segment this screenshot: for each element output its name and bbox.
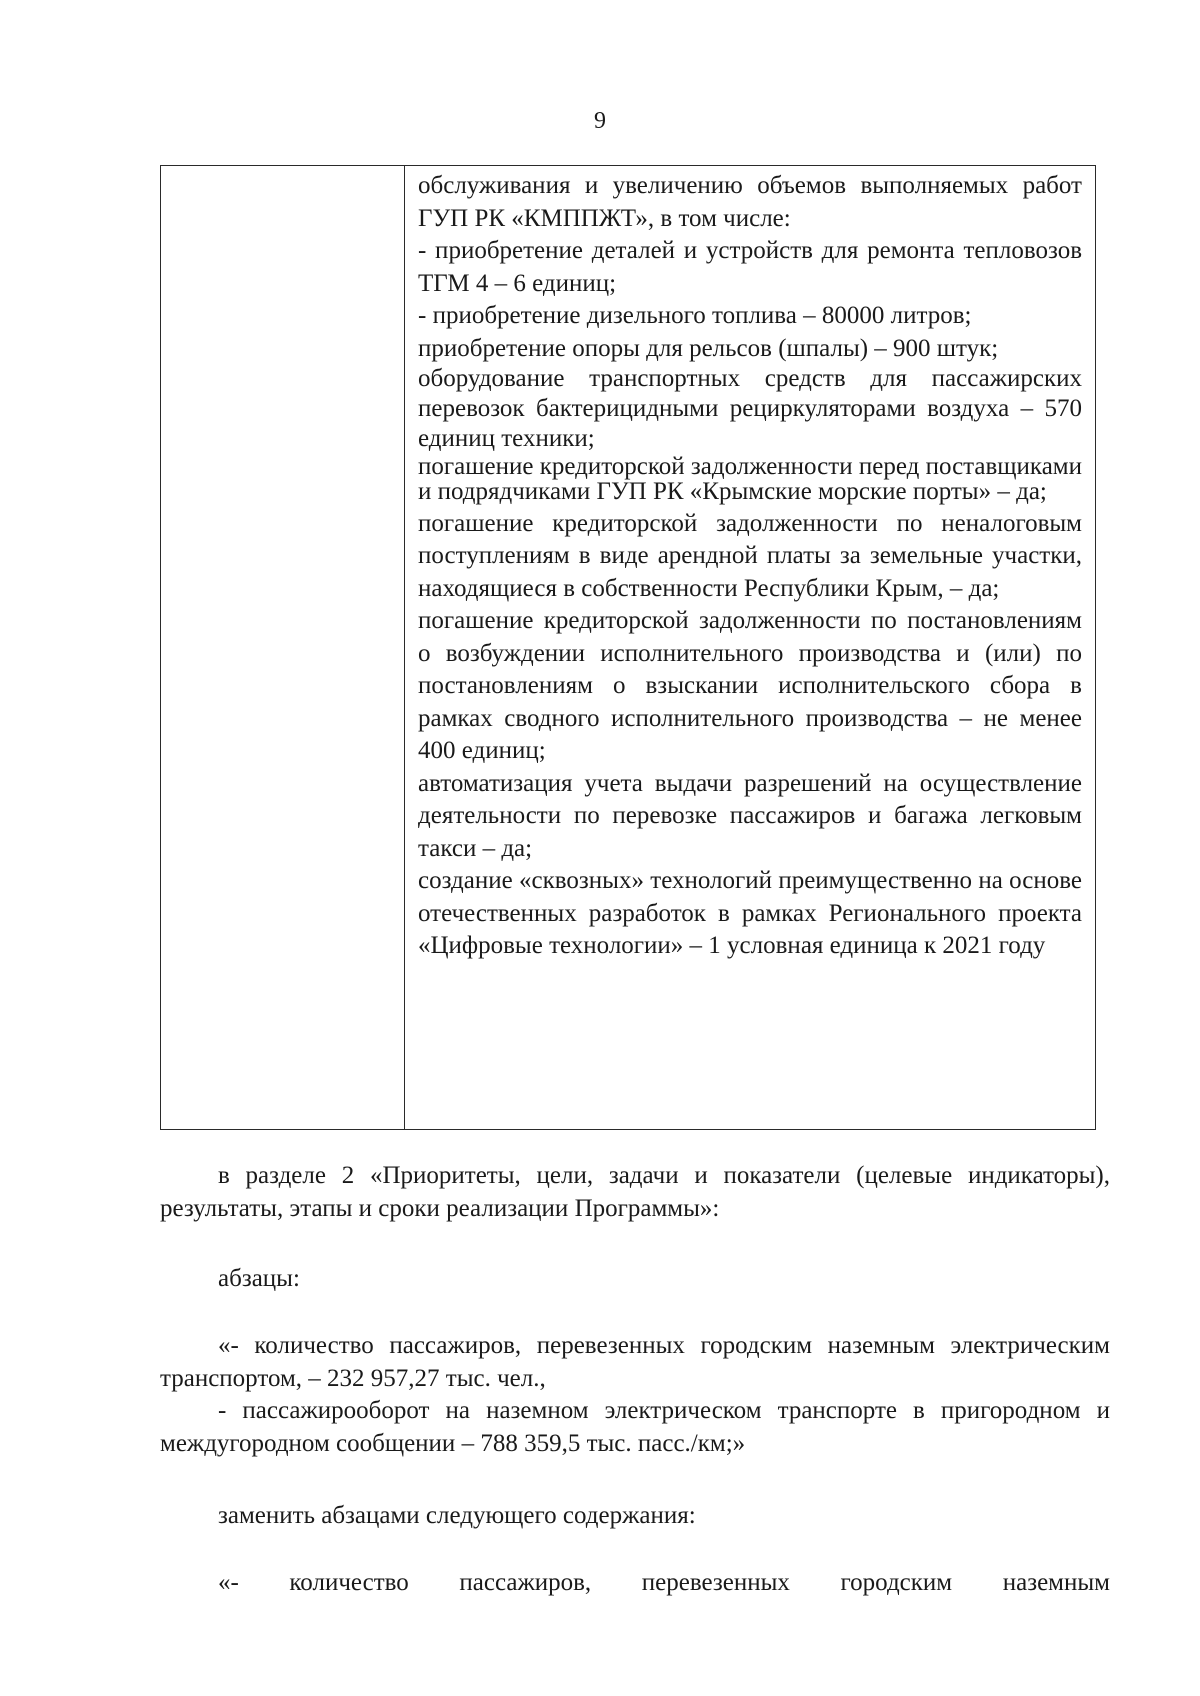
table-right-cell <box>418 170 1082 963</box>
table-paragraph: создание «сквозных» технологий преимущественно на основе отечественных разработок в рамках Регионального проекта «Цифровые технологии» – 1 условная единица к 2021 году <box>418 867 1082 959</box>
page-number: 9 <box>594 108 606 134</box>
old-item-2: - пассажирооборот на наземном электрическом транспорте в пригородном и междугородном сообщении – 788 359,5 тыс. пасс./км;» <box>160 1397 1110 1457</box>
table-paragraph: погашение кредиторской задолженности по неналоговым поступлениям в виде арендной платы за земельные участки, находящиеся в собственности Республики Крым, – да; <box>418 509 1082 602</box>
table-paragraph: оборудование транспортных средств для пассажирских перевозок бактерицидными рециркуляторами воздуха – 570 единиц техники; <box>418 364 1082 452</box>
new-item-1-start: «- количество пассажиров, перевезенных городским наземным <box>218 1569 1110 1596</box>
section-intro: в разделе 2 «Приоритеты, цели, задачи и показатели (целевые индикаторы), результаты, этапы и сроки реализации Программы»: <box>160 1162 1110 1222</box>
table-paragraph: - приобретение деталей и устройств для ремонта тепловозов ТГМ 4 – 6 единиц; <box>418 237 1082 297</box>
replace-label: заменить абзацами следующего содержания: <box>218 1502 696 1529</box>
table-paragraph: - приобретение дизельного топлива – 80000 литров; <box>418 302 972 329</box>
table-paragraph: обслуживания и увеличению объемов выполняемых работ ГУП РК «КМППЖТ», в том числе: <box>418 172 1082 232</box>
new-items-block <box>160 1567 1110 1600</box>
table-column-divider <box>404 166 405 1129</box>
table-paragraph: автоматизация учета выдачи разрешений на осуществление деятельности по перевозке пассажиров и багажа легковым такси – да; <box>418 769 1082 862</box>
replace-label-block <box>160 1500 1110 1533</box>
old-items-block <box>160 1330 1110 1460</box>
paragraphs-label-block <box>160 1263 1110 1296</box>
table-paragraph: погашение кредиторской задолженности по постановлениям о возбуждении исполнительного производства и (или) по постановлениям о взыскании исполнительского сбора в рамках сводного исполнительного производства – не менее 400 единиц; <box>418 607 1082 764</box>
table-paragraph: погашение кредиторской задолженности перед поставщиками и подрядчиками ГУП РК «Крымские морские порты» – да; <box>418 452 1082 505</box>
content-table <box>160 165 1096 1130</box>
paragraphs-label: абзацы: <box>218 1265 300 1292</box>
old-item-1: «- количество пассажиров, перевезенных городским наземным электрическим транспортом, – 232 957,27 тыс. чел., <box>160 1332 1110 1392</box>
table-paragraph: приобретение опоры для рельсов (шпалы) – 900 штук; <box>418 334 999 362</box>
document-body <box>160 1160 1110 1225</box>
